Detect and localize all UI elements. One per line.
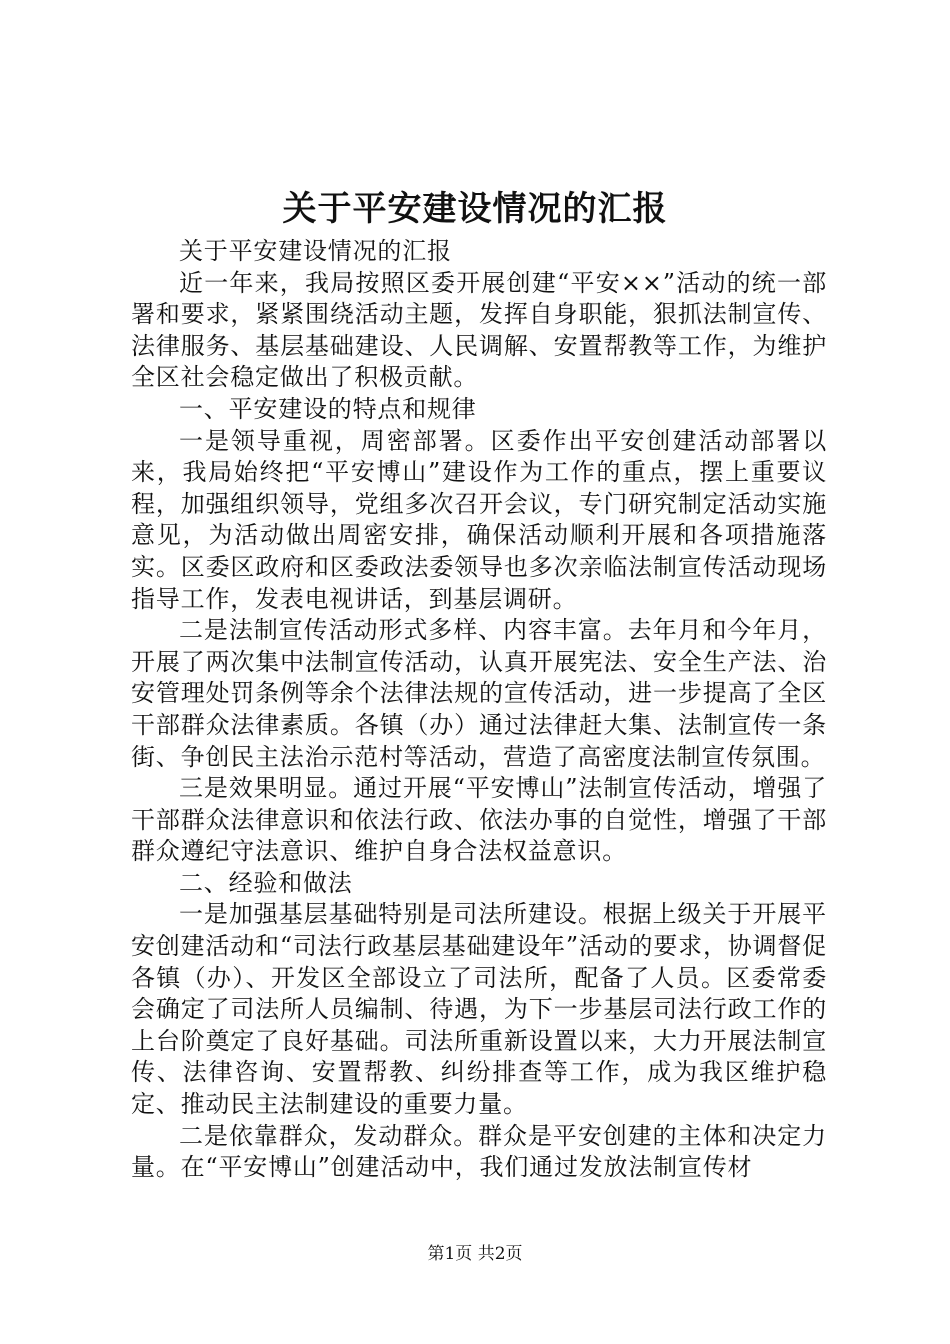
paragraph-effect: 三是效果明显。通过开展“平安博山”法制宣传活动，增强了干部群众法律意识和依法行政、依法办事的自觉性，增强了干部群众遵纪守法意识、维护自身合法权益意识。 [131, 774, 827, 866]
paragraph-intro: 近一年来，我局按照区委开展创建“平安××”活动的统一部署和要求，紧紧围绕活动主题，发挥自身职能，狠抓法制宣传、法律服务、基层基础建设、人民调解、安置帮教等工作，为维护全区社会稳定做出了积极贡献。 [131, 268, 827, 392]
section-heading-1: 一、平安建设的特点和规律 [179, 394, 477, 423]
paragraph-masses: 二是依靠群众，发动群众。群众是平安创建的主体和决定力量。在“平安博山”创建活动中，我们通过发放法制宣传材 [131, 1121, 827, 1182]
paragraph-grassroots: 一是加强基层基础特别是司法所建设。根据上级关于开展平安创建活动和“司法行政基层基础建设年”活动的要求，协调督促各镇（办）、开发区全部设立了司法所，配备了人员。区委常委会确定了司法所人员编制、待遇，为下一步基层司法行政工作的上台阶奠定了良好基础。司法所重新设置以来，大力开展法制宣传、法律咨询、安置帮教、纠纷排查等工作，成为我区维护稳定、推动民主法制建设的重要力量。 [131, 900, 827, 1119]
document-body [131, 236, 827, 1184]
paragraph-heading-repeat: 关于平安建设情况的汇报 [179, 237, 452, 265]
paragraph-publicity: 二是法制宣传活动形式多样、内容丰富。去年月和今年月，开展了两次集中法制宣传活动，认真开展宪法、安全生产法、治安管理处罚条例等余个法律法规的宣传活动，进一步提高了全区干部群众法律素质。各镇（办）通过法律赶大集、法制宣传一条街、争创民主法治示范村等活动，营造了高密度法制宣传氛围。 [131, 616, 827, 771]
document-title: 关于平安建设情况的汇报 [282, 189, 668, 229]
page-number-footer: 第1页 共2页 [427, 1244, 523, 1264]
section-heading-2: 二、经验和做法 [179, 868, 353, 897]
paragraph-leadership: 一是领导重视，周密部署。区委作出平安创建活动部署以来，我局始终把“平安博山”建设作为工作的重点，摆上重要议程，加强组织领导，党组多次召开会议，专门研究制定活动实施意见，为活动做出周密安排，确保活动顺利开展和各项措施落实。区委区政府和区委政法委领导也多次亲临法制宣传活动现场指导工作，发表电视讲话，到基层调研。 [131, 426, 827, 613]
